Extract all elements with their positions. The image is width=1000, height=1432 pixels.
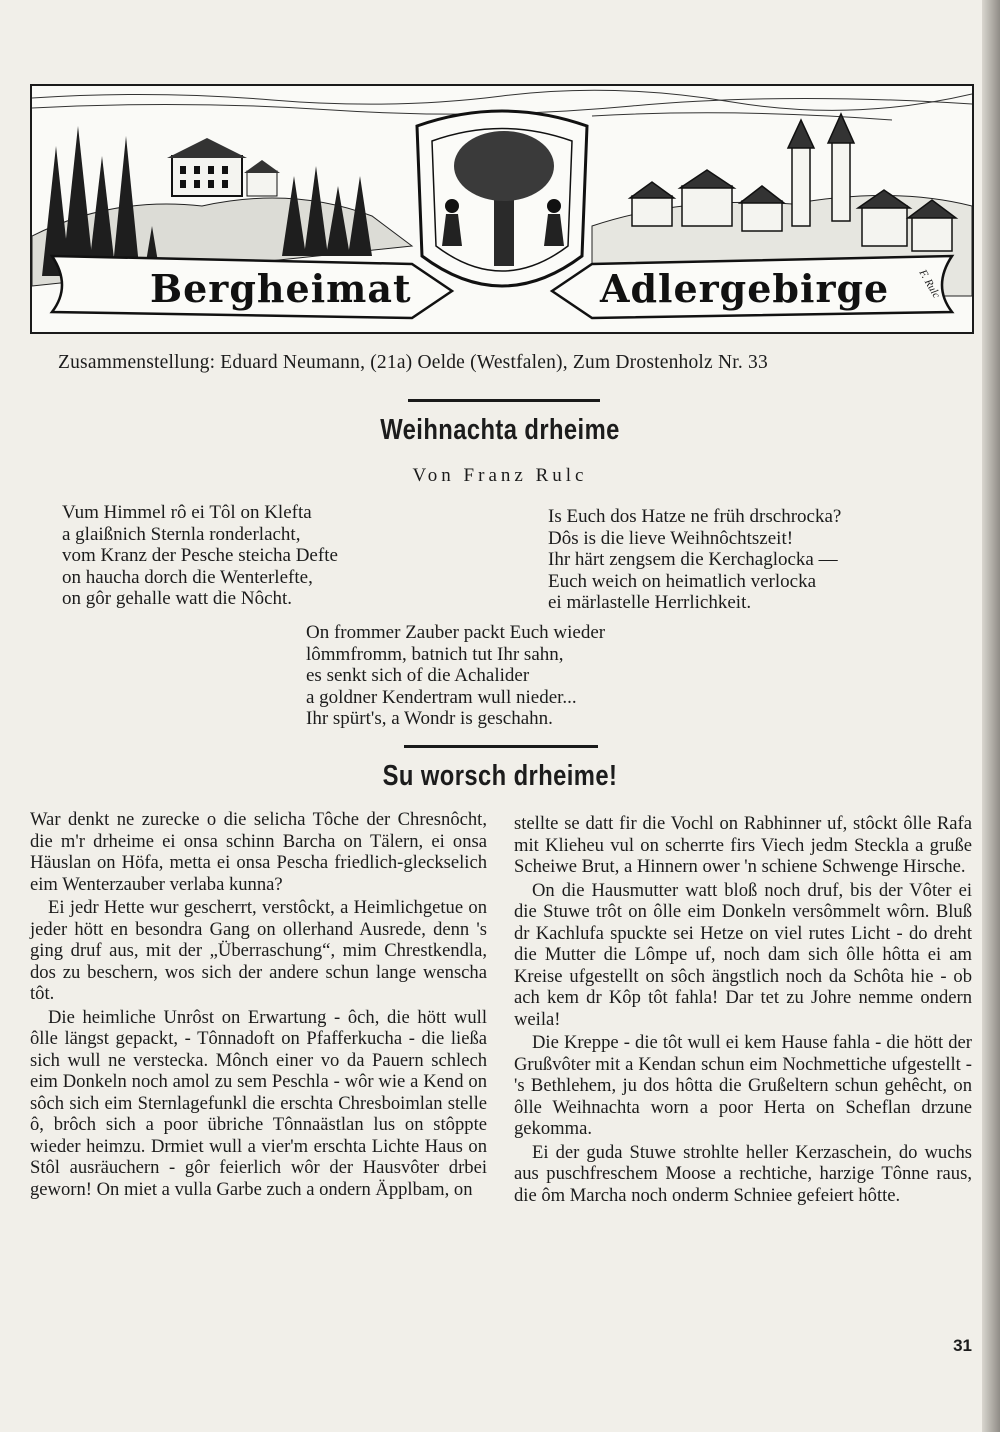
- poem-stanza-center: [306, 622, 605, 730]
- page-number: 31: [953, 1336, 972, 1355]
- poem-stanza-right: [548, 506, 841, 614]
- poem-line: Vum Himmel rô ei Tôl on Klefta: [62, 502, 312, 523]
- story-column-left: [30, 809, 487, 1200]
- story-paragraph: War denkt ne zurecke o die selicha Tôche der Chresnôcht, die m'r drheime ei onsa schinn Barcha on Tälern, ei onsa Häuslan on Höfa, metta ei onsa Pescha friedlich-gleckselich eim Wenterzauber verlaba kunna?: [30, 809, 487, 895]
- poem-byline: Von Franz Rulc: [412, 465, 588, 486]
- divider-rule: [404, 745, 598, 748]
- banner-title-right: Adlergebirge: [600, 266, 890, 311]
- poem-line: es senkt sich of die Achalider: [306, 665, 530, 687]
- story-paragraph: Die heimliche Unrôst on Erwartung - ôch, die hött wull ôlle längst gepackt, - Tônnadoft on Pfafferkucha - die ließa sich wull ne verstecka. Mônch einer vo da Pauern schlech eim Donkeln noch amol zu sem Peschla - wôr wie a Kend on sôch sich eim Sternlagefunkl die erschta Chresboimlan stelle ô, brôch sich a poor übriche Tônnaästlan lus on stôppte wieder heimzu. Drmiet wull a vier'm erschta Lichte Haus on Stôl ausräuchern - gôr feierlich wôr der Hausvôter drbei geworn! On miet a vulla Garbe zuch a ondern Äpplbam, on: [30, 1006, 487, 1200]
- poem-stanza-left: [62, 502, 338, 610]
- poem-line: a goldner Kendertram wull nieder...: [306, 686, 577, 708]
- poem-line: Ihr spürt's, a Wondr is geschahn.: [306, 708, 553, 730]
- story-paragraph: stellte se datt fir die Vochl on Rabhinner uf, stôckt ôlle Rafa mit Klieheu vul on scherrte firs Viech jedm Steckla a gruße Scheiwe Brut, a Hinnern ower 'n schiene Schwenge Hirsche.: [514, 813, 972, 877]
- story-paragraph: Die Kreppe - die tôt wull ei kem Hause fahla - die hött der Grußvôter mit a Kendan schun eim Nochmettiche ufgestellt - 's Bethlehem, ju dos hôtta die Grußeltern schun gehêcht, on ôlle Weihnachta worn a poor Herta on Scheflan drzune gekomma.: [514, 1032, 972, 1139]
- poem-title: Weihnachta drheime: [380, 414, 620, 446]
- poem-line: ei märlastelle Herrlichkeit.: [548, 592, 752, 614]
- header-banner: [30, 84, 974, 334]
- story-paragraph: Ei der guda Stuwe strohlte heller Kerzaschein, do wuchs aus puschfreschem Moose a rechtiche, harzige Tônne raus, die ôm Marcha noch onderm Schniee gefeiert hôtte.: [514, 1141, 972, 1206]
- poem-line: Euch weich on heimatlich verlocka: [548, 570, 817, 592]
- divider-rule: [408, 399, 600, 402]
- story-paragraph: Ei jedr Hette wur gescherrt, verstôckt, a Heimlichgetue on jeder hött en besondra Gang on ollerhand Ausrede, denn 's ging druf aus, mit der „Überraschung“, mim Chrestkendla, dos zu beschern, wos sich der andere schun lange wenscha tôt.: [30, 897, 487, 1004]
- poem-line: Is Euch dos Hatze ne früh drschrocka?: [548, 506, 842, 527]
- banner-title-left: Bergheimat: [150, 266, 412, 311]
- poem-line: a glaißnich Sternla ronderlacht,: [62, 523, 301, 545]
- poem-line: on gôr gehalle watt die Nôcht.: [62, 588, 293, 610]
- poem-line: On frommer Zauber packt Euch wieder: [306, 622, 606, 643]
- page-edge: [982, 0, 1000, 1432]
- poem-line: on haucha dorch die Wenterlefte,: [62, 566, 313, 588]
- poem-line: Ihr härt zengsem die Kerchaglocka —: [548, 549, 838, 571]
- story-column-right: [514, 813, 972, 1206]
- story-paragraph: On die Hausmutter watt bloß noch druf, bis der Vôter ei die Stuwe trôt on ôlle eim Donkeln versômmelt wôrn. Bluß dr Kachlufa spuckte sei Hetze on viel rutes Licht - do dreht die Mutter die Lômpe uf, noch dam sich ôlle hôtta ei am Kreise ufgestellt on sôch ängstlich noch da Schôta hie - ob ach kem dr Kôp tôt fahla! Dar tet zu Johre nemme ondern weila!: [514, 879, 972, 1030]
- poem-line: vom Kranz der Pesche steicha Defte: [62, 545, 338, 567]
- story-title: Su worsch drheime!: [382, 760, 618, 792]
- poem-line: Dôs is die lieve Weihnôchtszeit!: [548, 527, 794, 549]
- banner-signature: F. Rulc: [916, 267, 943, 301]
- poem-line: lômmfromm, batnich tut Ihr sahn,: [306, 643, 564, 665]
- compilation-credit: Zusammenstellung: Eduard Neumann, (21a) Oelde (Westfalen), Zum Drostenholz Nr. 33: [58, 352, 768, 373]
